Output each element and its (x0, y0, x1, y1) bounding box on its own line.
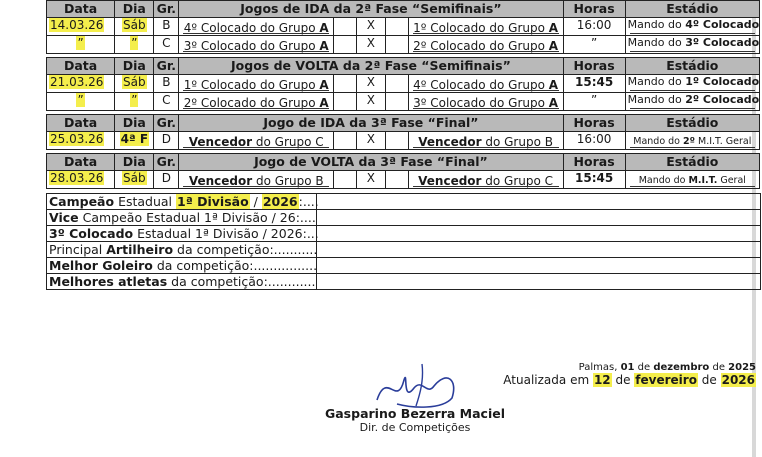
match-group: C (154, 93, 179, 111)
block-title: Jogos de IDA da 2ª Fase “Semifinais” (179, 1, 563, 18)
schedule-table (46, 0, 760, 189)
signer-role: Dir. de Competições (359, 421, 471, 434)
home-team: Vencedor do Grupo B (179, 171, 334, 189)
summary-label: Vice Campeão Estadual 1ª Divisão / 26:.... (47, 210, 317, 226)
header-dia: Dia (115, 154, 154, 171)
home-team: 1º Colocado do Grupo A (179, 75, 334, 93)
match-group: D (154, 171, 179, 189)
score-home (334, 171, 357, 189)
updated-date: Atualizada em 12 de fevereiro de 2026 (503, 373, 755, 387)
away-team: 1º Colocado do Grupo A (408, 18, 563, 36)
summary-row (47, 194, 761, 210)
score-away (385, 93, 408, 111)
summary-row (47, 258, 761, 274)
header-data: Data (47, 115, 115, 132)
header-horas: Horas (563, 115, 625, 132)
header-horas: Horas (563, 154, 625, 171)
schedule-sheet (46, 0, 760, 290)
signature-mark (372, 360, 462, 410)
away-team: Vencedor do Grupo C (408, 171, 563, 189)
home-team: 3º Colocado do Grupo A (179, 36, 334, 54)
block-header (47, 1, 760, 18)
score-home (334, 132, 357, 150)
match-day: ” (115, 93, 154, 111)
away-team: 4º Colocado do Grupo A (408, 75, 563, 93)
summary-label: Principal Artilheiro da competição:........... (47, 242, 317, 258)
match-date: ” (47, 36, 115, 54)
away-team: 2º Colocado do Grupo A (408, 36, 563, 54)
match-day: ” (115, 36, 154, 54)
versus-mark: X (356, 93, 385, 111)
stadium: Mando do 2º Colocado (625, 93, 759, 111)
summary-label: Campeão Estadual 1ª Divisão / 2026:.... (47, 194, 317, 210)
summary-row (47, 210, 761, 226)
header-estadio: Estádio (625, 1, 759, 18)
header-estadio: Estádio (625, 154, 759, 171)
home-team: 4º Colocado do Grupo A (179, 18, 334, 36)
header-horas: Horas (563, 1, 625, 18)
block-title: Jogo de VOLTA da 3ª Fase “Final” (179, 154, 563, 171)
header-gr: Gr. (154, 115, 179, 132)
match-group: B (154, 18, 179, 36)
match-date: 14.03.26 (47, 18, 115, 36)
summary-value (317, 242, 761, 258)
away-team: 3º Colocado do Grupo A (408, 93, 563, 111)
summary-value (317, 210, 761, 226)
score-away (385, 36, 408, 54)
versus-mark: X (356, 75, 385, 93)
match-row (47, 18, 760, 36)
summary-value (317, 226, 761, 242)
header-gr: Gr. (154, 1, 179, 18)
match-time: 15:45 (563, 75, 625, 93)
stadium: Mando do 2º M.I.T. Geral (625, 132, 759, 150)
versus-mark: X (356, 36, 385, 54)
match-time: 16:00 (563, 132, 625, 150)
away-team: Vencedor do Grupo B (408, 132, 563, 150)
match-date: 25.03.26 (47, 132, 115, 150)
match-row (47, 132, 760, 150)
header-horas: Horas (563, 58, 625, 75)
match-time: ” (563, 36, 625, 54)
summary-table (46, 193, 761, 290)
stadium: Mando do 1º Colocado (625, 75, 759, 93)
match-date: ” (47, 93, 115, 111)
score-away (385, 132, 408, 150)
block-title: Jogos de VOLTA da 2ª Fase “Semifinais” (179, 58, 563, 75)
match-row (47, 75, 760, 93)
summary-label: Melhores atletas da competição:............ (47, 274, 317, 290)
summary-label: Melhor Goleiro da competição:................ (47, 258, 317, 274)
header-gr: Gr. (154, 154, 179, 171)
header-data: Data (47, 1, 115, 18)
score-away (385, 75, 408, 93)
score-home (334, 93, 357, 111)
header-data: Data (47, 58, 115, 75)
header-dia: Dia (115, 1, 154, 18)
match-day: Sáb (115, 18, 154, 36)
score-home (334, 36, 357, 54)
block-title: Jogo de IDA da 3ª Fase “Final” (179, 115, 563, 132)
footer-dates (503, 361, 756, 387)
header-data: Data (47, 154, 115, 171)
stadium: Mando do M.I.T. Geral (625, 171, 759, 189)
summary-value (317, 274, 761, 290)
match-row (47, 36, 760, 54)
match-group: D (154, 132, 179, 150)
block-header (47, 58, 760, 75)
place-date: Palmas, 01 de dezembro de 2025 (578, 362, 756, 373)
summary-label: 3º Colocado Estadual 1ª Divisão / 2026:... (47, 226, 317, 242)
header-gr: Gr. (154, 58, 179, 75)
versus-mark: X (356, 171, 385, 189)
match-time: 15:45 (563, 171, 625, 189)
versus-mark: X (356, 18, 385, 36)
match-day: Sáb (115, 171, 154, 189)
match-day: 4ª F (115, 132, 154, 150)
score-home (334, 75, 357, 93)
match-time: 16:00 (563, 18, 625, 36)
summary-value (317, 194, 761, 210)
match-date: 21.03.26 (47, 75, 115, 93)
header-estadio: Estádio (625, 115, 759, 132)
match-group: B (154, 75, 179, 93)
summary-row (47, 242, 761, 258)
home-team: Vencedor do Grupo C (179, 132, 334, 150)
signature-block (300, 407, 530, 434)
score-away (385, 18, 408, 36)
summary-row (47, 226, 761, 242)
match-group: C (154, 36, 179, 54)
summary-value (317, 258, 761, 274)
header-estadio: Estádio (625, 58, 759, 75)
header-dia: Dia (115, 58, 154, 75)
match-day: Sáb (115, 75, 154, 93)
header-dia: Dia (115, 115, 154, 132)
block-header (47, 154, 760, 171)
match-date: 28.03.26 (47, 171, 115, 189)
block-header (47, 115, 760, 132)
match-row (47, 171, 760, 189)
summary-row (47, 274, 761, 290)
stadium: Mando do 3º Colocado (625, 36, 759, 54)
match-row (47, 93, 760, 111)
home-team: 2º Colocado do Grupo A (179, 93, 334, 111)
stadium: Mando do 4º Colocado (625, 18, 759, 36)
signer-name: Gasparino Bezerra Maciel (324, 406, 505, 421)
score-home (334, 18, 357, 36)
versus-mark: X (356, 132, 385, 150)
match-time: ” (563, 93, 625, 111)
score-away (385, 171, 408, 189)
